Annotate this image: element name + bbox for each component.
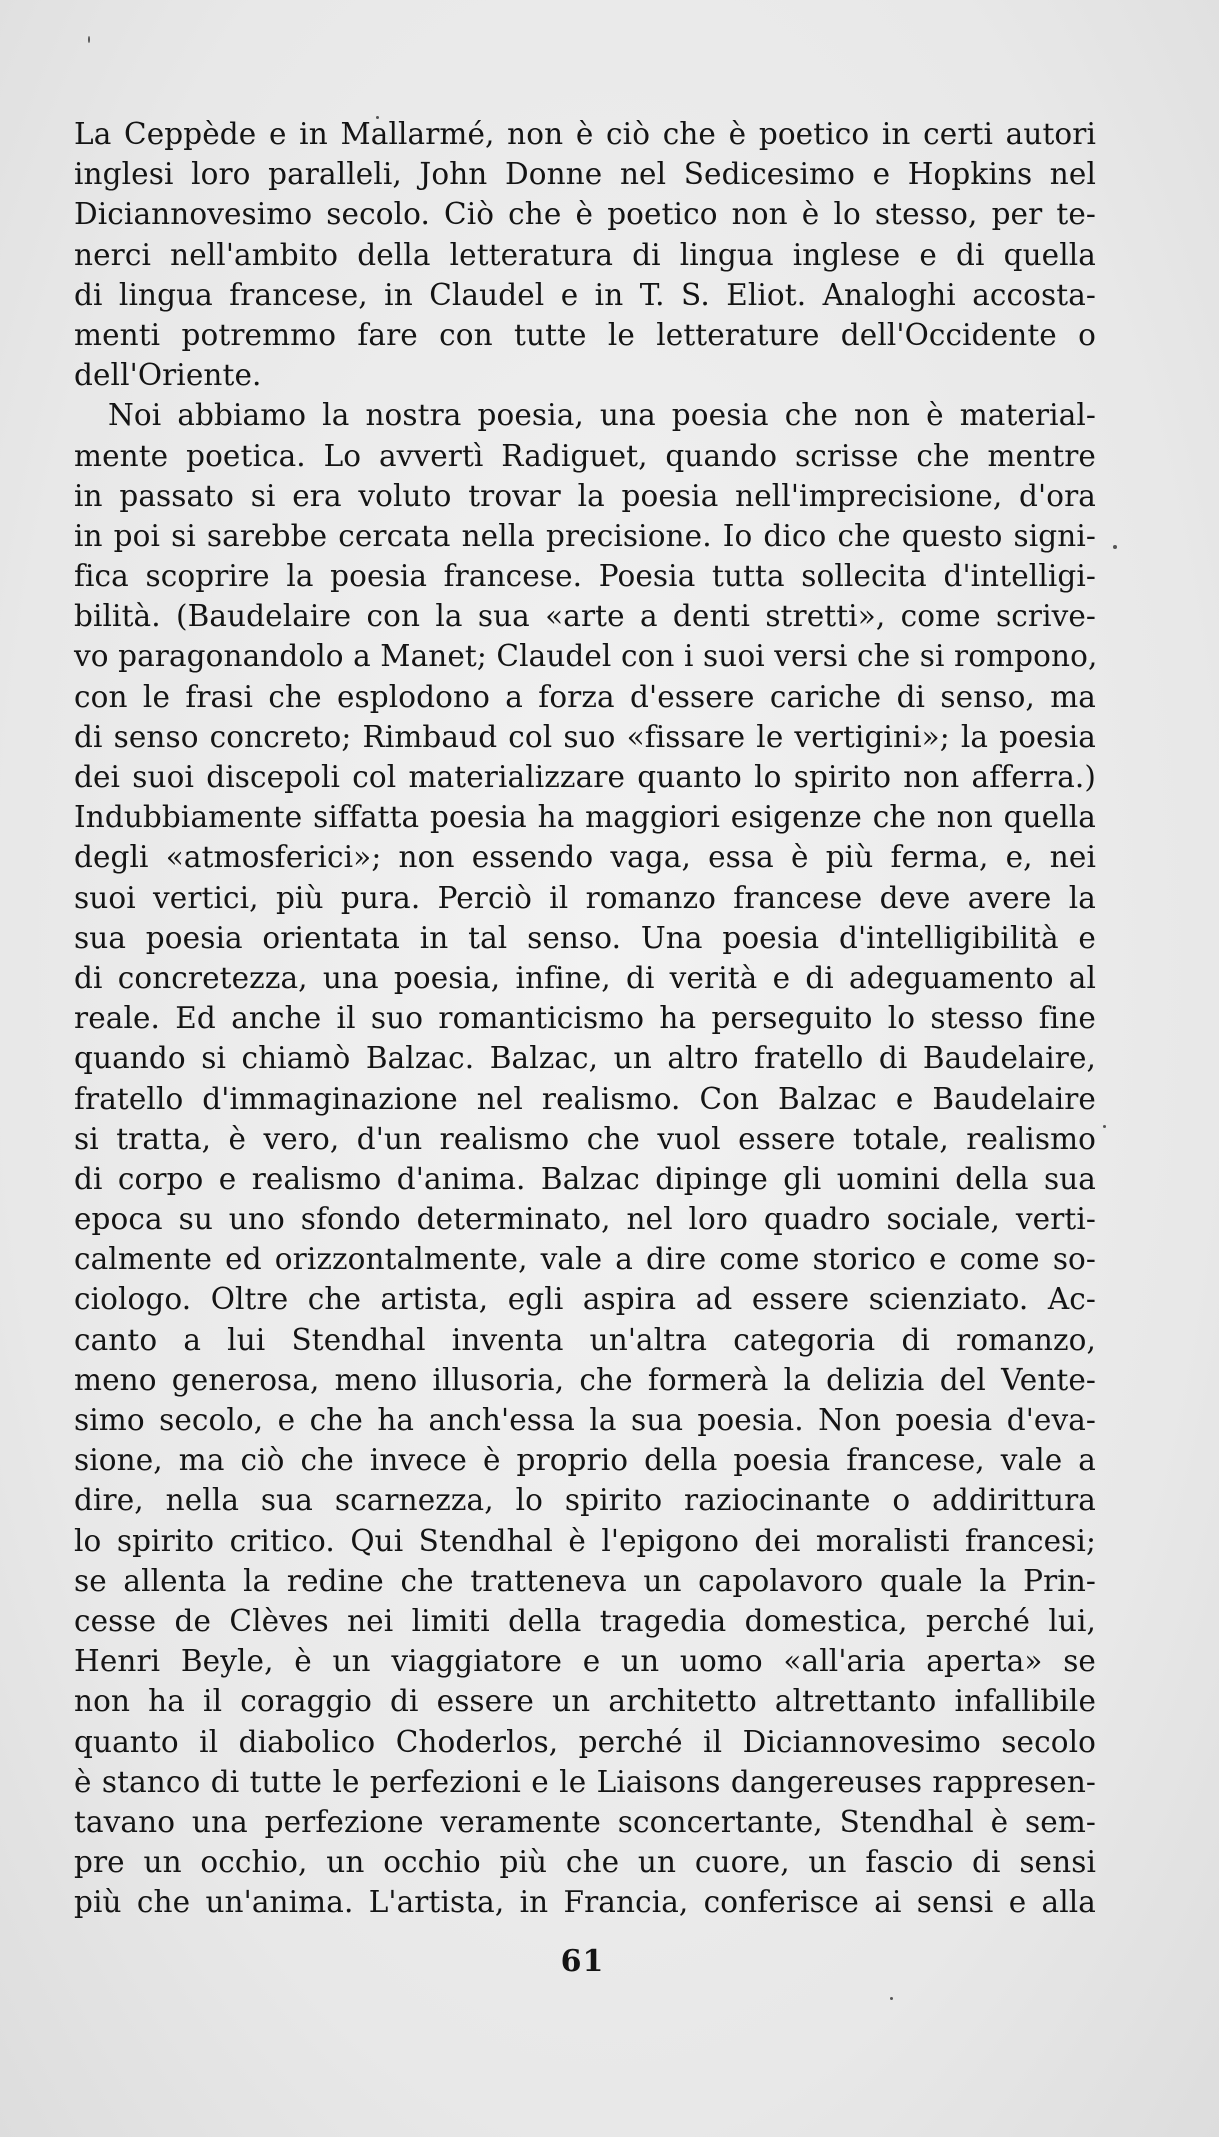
text-line: in poi si sarebbe cercata nella precisione. Io dico che questo signi- bbox=[74, 518, 1096, 553]
text-line: degli «atmosferici»; non essendo vaga, essa è più ferma, e, nei bbox=[74, 840, 1096, 875]
text-line: fica scoprire la poesia francese. Poesia tutta sollecita d'intelligi- bbox=[74, 559, 1096, 594]
text-line: lo spirito critico. Qui Stendhal è l'epigono dei moralisti francesi; bbox=[74, 1523, 1096, 1558]
text-line: in passato si era voluto trovar la poesia nell'imprecisione, d'ora bbox=[74, 478, 1096, 513]
text-line: di concretezza, una poesia, infine, di verità e di adeguamento al bbox=[74, 960, 1096, 995]
text-line: mente poetica. Lo avvertì Radiguet, quando scrisse che mentre bbox=[74, 438, 1096, 473]
text-line: più che un'anima. L'artista, in Francia, conferisce ai sensi e alla bbox=[74, 1885, 1096, 1920]
text-line: cesse de Clèves nei limiti della tragedia domestica, perché lui, bbox=[74, 1603, 1096, 1638]
text-line: dei suoi discepoli col materializzare quanto lo spirito non afferra.) bbox=[74, 760, 1096, 794]
text-line: ciologo. Oltre che artista, egli aspira ad essere scienziato. Ac- bbox=[74, 1282, 1096, 1317]
text-line: Indubbiamente siffatta poesia ha maggiori esigenze che non quella bbox=[74, 800, 1096, 835]
paper-speck bbox=[88, 36, 90, 43]
text-line: di lingua francese, in Claudel e in T. S. Eliot. Analoghi accosta- bbox=[74, 277, 1096, 312]
body-text bbox=[74, 114, 1096, 1922]
text-line: quanto il diabolico Choderlos, perché il Diciannovesimo secolo bbox=[74, 1724, 1096, 1759]
text-line: nerci nell'ambito della letteratura di lingua inglese e di quella bbox=[74, 237, 1096, 272]
text-line: inglesi loro paralleli, John Donne nel Sedicesimo e Hopkins nel bbox=[74, 157, 1096, 192]
text-line: menti potremmo fare con tutte le letterature dell'Occidente o bbox=[74, 317, 1096, 352]
text-line: tavano una perfezione veramente sconcertante, Stendhal è sem- bbox=[74, 1804, 1096, 1839]
text-line: vo paragonandolo a Manet; Claudel con i suoi versi che si rompono, bbox=[74, 639, 1098, 674]
text-line: non ha il coraggio di essere un architetto altrettanto infallibile bbox=[74, 1684, 1096, 1719]
text-line: simo secolo, e che ha anch'essa la sua poesia. Non poesia d'eva- bbox=[74, 1403, 1096, 1437]
text-line: fratello d'immaginazione nel realismo. Con Balzac e Baudelaire bbox=[74, 1081, 1096, 1116]
text-line: dell'Oriente. bbox=[74, 358, 262, 393]
text-line: dire, nella sua scarnezza, lo spirito raziocinante o addirittura bbox=[74, 1483, 1096, 1518]
text-line: bilità. (Baudelaire con la sua «arte a denti stretti», come scrive- bbox=[74, 599, 1096, 634]
text-line: quando si chiamò Balzac. Balzac, un altro fratello di Baudelaire, bbox=[74, 1041, 1096, 1076]
text-line: è stanco di tutte le perfezioni e le Liaisons dangereuses rappresen- bbox=[74, 1764, 1096, 1799]
text-line: epoca su uno sfondo determinato, nel loro quadro sociale, verti- bbox=[74, 1202, 1096, 1237]
page-number: 61 bbox=[560, 1944, 605, 1979]
text-line: calmente ed orizzontalmente, vale a dire come storico e come so- bbox=[74, 1242, 1096, 1277]
paragraph-start-line: Noi abbiamo la nostra poesia, una poesia che non è material- bbox=[108, 398, 1096, 433]
text-line: di corpo e realismo d'anima. Balzac dipinge gli uomini della sua bbox=[74, 1161, 1096, 1196]
paper-speck bbox=[1103, 1125, 1106, 1128]
text-line: di senso concreto; Rimbaud col suo «fissare le vertigini»; la poesia bbox=[74, 719, 1096, 754]
text-line: sione, ma ciò che invece è proprio della poesia francese, vale a bbox=[74, 1443, 1096, 1478]
text-line: con le frasi che esplodono a forza d'essere cariche di senso, ma bbox=[74, 679, 1096, 714]
text-line: sua poesia orientata in tal senso. Una poesia d'intelligibilità e bbox=[74, 920, 1096, 955]
text-line: meno generosa, meno illusoria, che formerà la delizia del Vente- bbox=[74, 1362, 1096, 1397]
text-line: canto a lui Stendhal inventa un'altra categoria di romanzo, bbox=[74, 1322, 1096, 1357]
text-line: Diciannovesimo secolo. Ciò che è poetico non è lo stesso, per te- bbox=[74, 197, 1096, 232]
text-line: La Ceppède e in Mallarmé, non è ciò che è poetico in certi autori bbox=[74, 117, 1096, 151]
text-line: suoi vertici, più pura. Perciò il romanzo francese deve avere la bbox=[74, 880, 1096, 915]
text-line: se allenta la redine che tratteneva un capolavoro quale la Prin- bbox=[74, 1563, 1096, 1598]
text-line: Henri Beyle, è un viaggiatore e un uomo «all'aria aperta» se bbox=[74, 1644, 1096, 1679]
paper-speck bbox=[1113, 545, 1117, 549]
text-line: pre un occhio, un occhio più che un cuore, un fascio di sensi bbox=[74, 1845, 1096, 1880]
text-line: reale. Ed anche il suo romanticismo ha perseguito lo stesso fine bbox=[74, 1001, 1096, 1036]
text-line: si tratta, è vero, d'un realismo che vuol essere totale, realismo bbox=[74, 1121, 1096, 1156]
paper-speck bbox=[890, 1997, 893, 2000]
